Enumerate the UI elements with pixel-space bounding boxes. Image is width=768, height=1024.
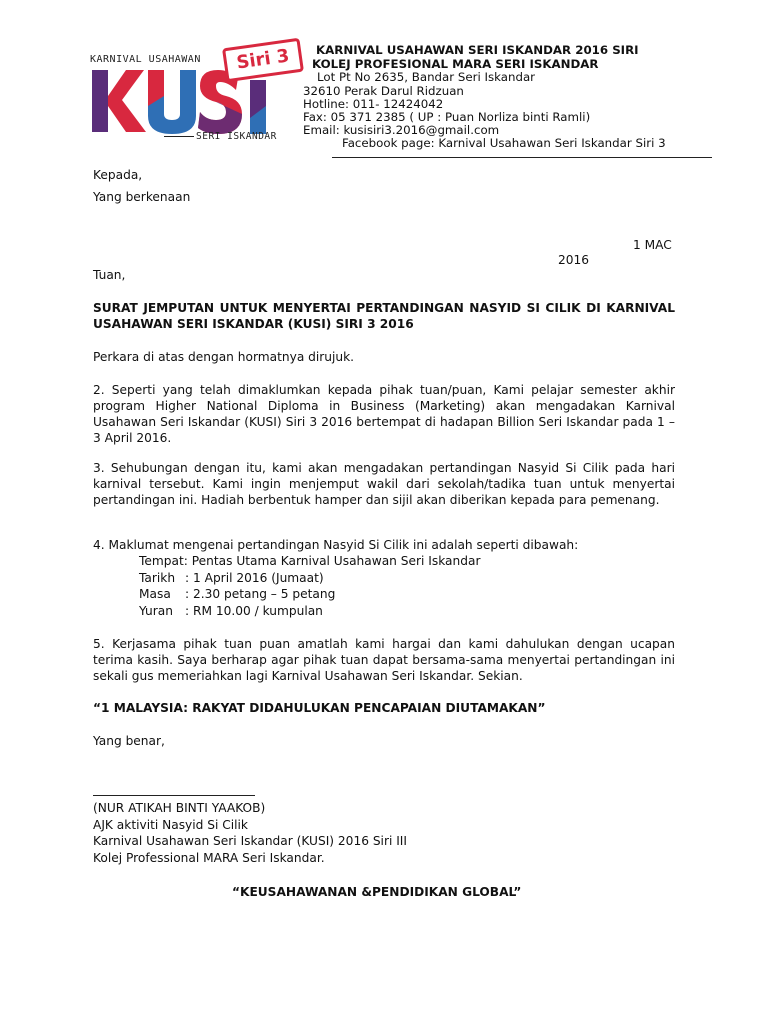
letter-subject: SURAT JEMPUTAN UNTUK MENYERTAI PERTANDINGAN NASYID SI CILIK DI KARNIVAL USAHAWAN SERI ISKANDAR (KUSI) SIRI 3 2016 — [93, 301, 675, 331]
header-facebook: Facebook page: Karnival Usahawan Seri Iskandar Siri 3 — [342, 136, 666, 150]
header-address: Lot Pt No 2635, Bandar Seri Iskandar — [317, 70, 536, 84]
footer-slogan: “KEUSAHAWANAN &PENDIDIKAN GLOBAL” — [232, 885, 522, 899]
header-line-1: KARNIVAL USAHAWAN SERI ISKANDAR 2016 SIRI — [316, 43, 639, 57]
detail-label: Masa — [139, 587, 171, 601]
paragraph-3: 3. Sehubungan dengan itu, kami akan mengadakan pertandingan Nasyid Si Cilik pada hari karnival tersebut. Kami ingin menjemput wakil dari sekolah/tadika tuan untuk menyertai pertandingan ini. Hadiah berbentuk hamper dan sijil akan diberikan kepada para pemenang. — [93, 461, 675, 507]
header-email: Email: kusisiri3.2016@gmail.com — [303, 123, 500, 137]
signatory-role: AJK aktiviti Nasyid Si Cilik — [93, 818, 248, 832]
detail-label: Tarikh — [139, 571, 176, 585]
header-fax: Fax: 05 371 2385 ( UP : Puan Norliza binti Ramli) — [303, 110, 591, 124]
signatory-college: Kolej Professional MARA Seri Iskandar. — [93, 851, 325, 865]
paragraph-4: 4. Maklumat mengenai pertandingan Nasyid Si Cilik ini adalah seperti dibawah: — [93, 538, 579, 552]
paragraph-1: Perkara di atas dengan hormatnya dirujuk. — [93, 350, 355, 364]
slogan: “1 MALAYSIA: RAKYAT DIDAHULUKAN PENCAPAIAN DIUTAMAKAN” — [93, 701, 546, 715]
to-label: Kepada, — [93, 168, 143, 182]
kusi-logo — [90, 40, 291, 145]
signature-line — [93, 795, 255, 796]
logo-underline — [164, 136, 194, 137]
detail-label: Yuran — [139, 604, 173, 618]
salutation: Tuan, — [93, 268, 126, 282]
detail-label: Tempat: — [139, 554, 188, 568]
logo-bottom-text: SERI ISKANDAR — [196, 131, 277, 142]
to-name: Yang berkenaan — [93, 190, 191, 204]
detail-tarikh — [139, 570, 324, 586]
siri-3-seal: Siri 3 — [222, 38, 304, 83]
closing: Yang benar, — [93, 734, 165, 748]
date-day: 1 MAC — [633, 238, 672, 252]
detail-yuran — [139, 603, 323, 619]
header-hotline: Hotline: 011- 12424042 — [303, 97, 444, 111]
paragraph-5: 5. Kerjasama pihak tuan puan amatlah kami hargai dan kami dahulukan dengan ucapan terima kasih. Saya berharap agar pihak tuan dapat bersama-sama menyertai pertandingan ini sekali gus memeriahkan lagi Karnival Usahawan Seri Iskandar. Sekian. — [93, 637, 675, 683]
detail-value: : 1 April 2016 (Jumaat) — [185, 571, 324, 585]
logo-top-text: KARNIVAL USAHAWAN — [90, 54, 201, 65]
signatory-org: Karnival Usahawan Seri Iskandar (KUSI) 2016 Siri III — [93, 834, 407, 848]
header-postcode: 32610 Perak Darul Ridzuan — [303, 84, 464, 98]
detail-value: : RM 10.00 / kumpulan — [185, 604, 323, 618]
date-year: 2016 — [558, 253, 590, 267]
detail-value: Pentas Utama Karnival Usahawan Seri Iskandar — [191, 554, 481, 568]
detail-masa — [139, 586, 335, 602]
detail-value: : 2.30 petang – 5 petang — [185, 587, 336, 601]
header-rule — [332, 157, 712, 158]
header-line-2: KOLEJ PROFESIONAL MARA SERI ISKANDAR — [312, 57, 599, 71]
detail-tempat — [139, 553, 480, 569]
paragraph-2: 2. Seperti yang telah dimaklumkan kepada pihak tuan/puan, Kami pelajar semester akhir program Higher National Diploma in Business (Marketing) akan mengadakan Karnival Usahawan Seri Iskandar (KUSI) Siri 3 2016 bertempat di hadapan Billion Seri Iskandar pada 1 – 3 April 2016. — [93, 383, 675, 445]
signatory-name: (NUR ATIKAH BINTI YAAKOB) — [93, 801, 266, 815]
